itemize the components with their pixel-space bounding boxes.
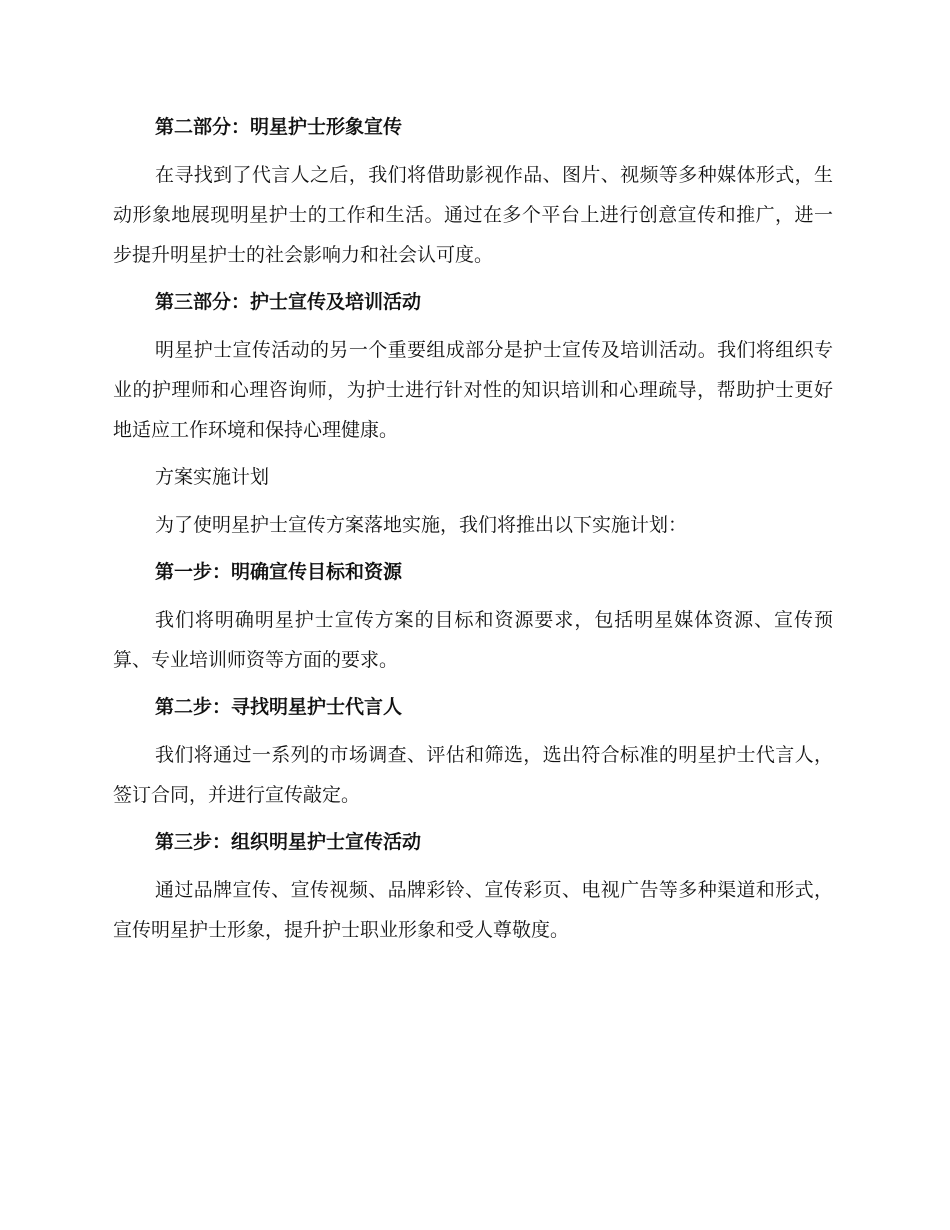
part2-heading: 第二部分：明星护士形象宣传 xyxy=(155,116,403,138)
step3-heading: 第三步：组织明星护士宣传活动 xyxy=(155,831,422,853)
document-page xyxy=(113,108,833,958)
step3-paragraph: 通过品牌宣传、宣传视频、品牌彩铃、宣传彩页、电视广告等多种渠道和形式，宣传明星护士形象，提升护士职业形象和受人尊敬度。 xyxy=(113,879,833,941)
plan-intro-paragraph: 为了使明星护士宣传方案落地实施，我们将推出以下实施计划： xyxy=(155,514,688,536)
part3-heading: 第三部分：护士宣传及培训活动 xyxy=(155,291,422,313)
step1-heading: 第一步：明确宣传目标和资源 xyxy=(155,561,403,583)
part2-paragraph: 在寻找到了代言人之后，我们将借助影视作品、图片、视频等多种媒体形式，生动形象地展现明星护士的工作和生活。通过在多个平台上进行创意宣传和推广，进一步提升明星护士的社会影响力和社会认可度。 xyxy=(113,164,833,266)
part3-paragraph: 明星护士宣传活动的另一个重要组成部分是护士宣传及培训活动。我们将组织专业的护理师和心理咨询师，为护士进行针对性的知识培训和心理疏导，帮助护士更好地适应工作环境和保持心理健康。 xyxy=(113,339,833,441)
step1-paragraph: 我们将明确明星护士宣传方案的目标和资源要求，包括明星媒体资源、宣传预算、专业培训师资等方面的要求。 xyxy=(113,609,833,671)
plan-heading: 方案实施计划 xyxy=(155,466,270,488)
step2-paragraph: 我们将通过一系列的市场调查、评估和筛选，选出符合标准的明星护士代言人，签订合同，并进行宣传敲定。 xyxy=(113,744,833,806)
step2-heading: 第二步：寻找明星护士代言人 xyxy=(155,696,403,718)
